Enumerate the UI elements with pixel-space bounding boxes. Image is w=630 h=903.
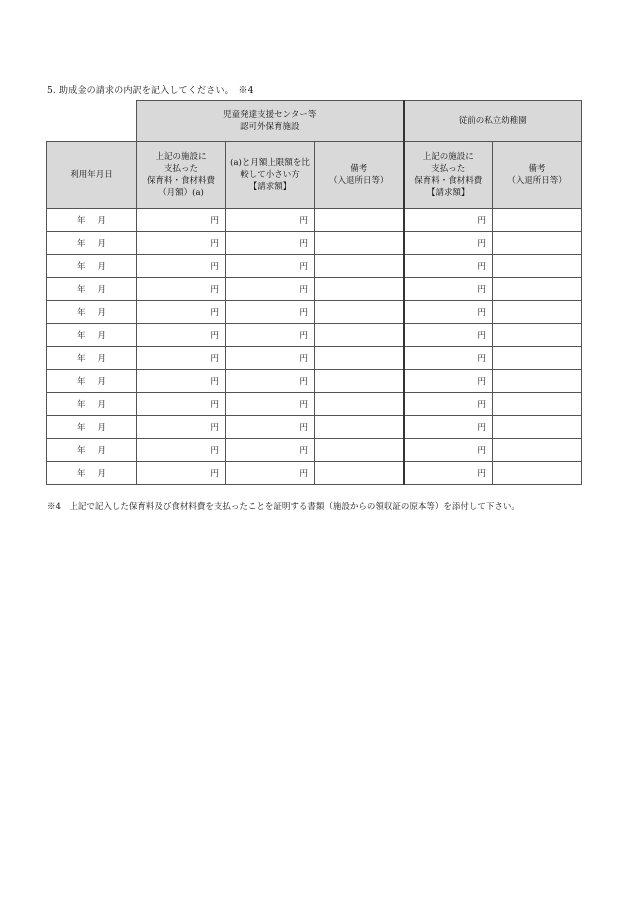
remarks-cell[interactable]: [315, 416, 404, 439]
claim-breakdown-table: [46, 100, 582, 485]
year-label: 年: [76, 239, 86, 249]
paid-fee-cell[interactable]: 円: [137, 278, 226, 301]
claim-cell[interactable]: 円: [226, 439, 315, 462]
remarks-cell[interactable]: [315, 347, 404, 370]
k-paid-fee-cell[interactable]: 円: [404, 324, 493, 347]
section-heading: 5. 助成金の請求の内訳を記入してください。 ※4: [47, 86, 254, 96]
table-body: [47, 209, 582, 485]
table-row: [47, 347, 582, 370]
month-cell[interactable]: [47, 255, 137, 278]
month-cell[interactable]: [47, 439, 137, 462]
col-header-k-remarks: 備考 （入退所日等）: [493, 142, 582, 209]
k-remarks-cell[interactable]: [493, 393, 582, 416]
year-label: 年: [76, 308, 86, 318]
year-label: 年: [76, 377, 86, 387]
footnote: ※4 上記で記入した保育料及び食材料費を支払ったことを証明する書類（施設からの領収証の原本等）を添付して下さい。: [47, 502, 520, 512]
table-row: [47, 232, 582, 255]
k-remarks-cell[interactable]: [493, 209, 582, 232]
year-label: 年: [76, 285, 86, 295]
table-row: [47, 393, 582, 416]
year-label: 年: [76, 400, 86, 410]
year-label: 年: [76, 262, 86, 272]
month-label: 月: [97, 423, 107, 433]
k-remarks-cell[interactable]: [493, 301, 582, 324]
claim-cell[interactable]: 円: [226, 324, 315, 347]
col-header-k-paid-fee: 上記の施設に 支払った 保育料・食材料費 【請求額】: [404, 142, 493, 209]
group-header-nursery: 児童発達支援センター等 認可外保育施設: [137, 101, 404, 142]
month-label: 月: [97, 446, 107, 456]
claim-cell[interactable]: 円: [226, 370, 315, 393]
year-label: 年: [76, 354, 86, 364]
remarks-cell[interactable]: [315, 370, 404, 393]
month-cell[interactable]: [47, 462, 137, 485]
k-remarks-cell[interactable]: [493, 462, 582, 485]
month-cell[interactable]: [47, 278, 137, 301]
k-remarks-cell[interactable]: [493, 439, 582, 462]
month-cell[interactable]: [47, 416, 137, 439]
claim-cell[interactable]: 円: [226, 393, 315, 416]
paid-fee-cell[interactable]: 円: [137, 370, 226, 393]
k-paid-fee-cell[interactable]: 円: [404, 232, 493, 255]
month-cell[interactable]: [47, 370, 137, 393]
k-remarks-cell[interactable]: [493, 278, 582, 301]
claim-cell[interactable]: 円: [226, 232, 315, 255]
claim-cell[interactable]: 円: [226, 347, 315, 370]
table-row: [47, 255, 582, 278]
table-row: [47, 324, 582, 347]
table-row: [47, 462, 582, 485]
claim-cell[interactable]: 円: [226, 301, 315, 324]
remarks-cell[interactable]: [315, 439, 404, 462]
paid-fee-cell[interactable]: 円: [137, 462, 226, 485]
table-row: [47, 439, 582, 462]
remarks-cell[interactable]: [315, 278, 404, 301]
k-paid-fee-cell[interactable]: 円: [404, 347, 493, 370]
year-label: 年: [76, 469, 86, 479]
paid-fee-cell[interactable]: 円: [137, 301, 226, 324]
month-cell[interactable]: [47, 232, 137, 255]
k-paid-fee-cell[interactable]: 円: [404, 462, 493, 485]
month-label: 月: [97, 262, 107, 272]
remarks-cell[interactable]: [315, 393, 404, 416]
month-label: 月: [97, 354, 107, 364]
paid-fee-cell[interactable]: 円: [137, 232, 226, 255]
month-label: 月: [97, 308, 107, 318]
table-row: [47, 416, 582, 439]
col-header-claim: (a)と月額上限額を比 較して小さい方 【請求額】: [226, 142, 315, 209]
k-paid-fee-cell[interactable]: 円: [404, 278, 493, 301]
month-label: 月: [97, 400, 107, 410]
month-label: 月: [97, 469, 107, 479]
remarks-cell[interactable]: [315, 232, 404, 255]
k-paid-fee-cell[interactable]: 円: [404, 209, 493, 232]
k-paid-fee-cell[interactable]: 円: [404, 393, 493, 416]
table-row: [47, 278, 582, 301]
k-paid-fee-cell[interactable]: 円: [404, 416, 493, 439]
claim-cell[interactable]: 円: [226, 462, 315, 485]
k-remarks-cell[interactable]: [493, 370, 582, 393]
remarks-cell[interactable]: [315, 209, 404, 232]
k-remarks-cell[interactable]: [493, 232, 582, 255]
month-label: 月: [97, 377, 107, 387]
paid-fee-cell[interactable]: 円: [137, 439, 226, 462]
paid-fee-cell[interactable]: 円: [137, 393, 226, 416]
month-cell[interactable]: [47, 209, 137, 232]
paid-fee-cell[interactable]: 円: [137, 209, 226, 232]
remarks-cell[interactable]: [315, 255, 404, 278]
k-remarks-cell[interactable]: [493, 324, 582, 347]
k-paid-fee-cell[interactable]: 円: [404, 255, 493, 278]
month-label: 月: [97, 285, 107, 295]
month-cell[interactable]: [47, 393, 137, 416]
paid-fee-cell[interactable]: 円: [137, 255, 226, 278]
k-remarks-cell[interactable]: [493, 416, 582, 439]
k-remarks-cell[interactable]: [493, 255, 582, 278]
paid-fee-cell[interactable]: 円: [137, 347, 226, 370]
k-remarks-cell[interactable]: [493, 347, 582, 370]
year-label: 年: [76, 446, 86, 456]
table-row: [47, 209, 582, 232]
remarks-cell[interactable]: [315, 301, 404, 324]
remarks-cell[interactable]: [315, 462, 404, 485]
month-cell[interactable]: [47, 301, 137, 324]
claim-cell[interactable]: 円: [226, 209, 315, 232]
group-header-kindergarten: 従前の私立幼稚園: [404, 101, 582, 142]
paid-fee-cell[interactable]: 円: [137, 416, 226, 439]
paid-fee-cell[interactable]: 円: [137, 324, 226, 347]
claim-cell[interactable]: 円: [226, 255, 315, 278]
claim-cell[interactable]: 円: [226, 278, 315, 301]
remarks-cell[interactable]: [315, 324, 404, 347]
month-label: 月: [97, 331, 107, 341]
year-label: 年: [76, 216, 86, 226]
year-label: 年: [76, 423, 86, 433]
col-header-paid-fee: 上記の施設に 支払った 保育料・食材料費 （月額）(a): [137, 142, 226, 209]
month-label: 月: [97, 216, 107, 226]
table-row: [47, 370, 582, 393]
k-paid-fee-cell[interactable]: 円: [404, 370, 493, 393]
year-label: 年: [76, 331, 86, 341]
col-header-month: 利用年月日: [47, 142, 137, 209]
k-paid-fee-cell[interactable]: 円: [404, 439, 493, 462]
month-cell[interactable]: [47, 324, 137, 347]
empty-corner: [47, 101, 137, 142]
month-label: 月: [97, 239, 107, 249]
col-header-remarks: 備考 （入退所日等）: [315, 142, 404, 209]
month-cell[interactable]: [47, 347, 137, 370]
claim-cell[interactable]: 円: [226, 416, 315, 439]
table-row: [47, 301, 582, 324]
k-paid-fee-cell[interactable]: 円: [404, 301, 493, 324]
